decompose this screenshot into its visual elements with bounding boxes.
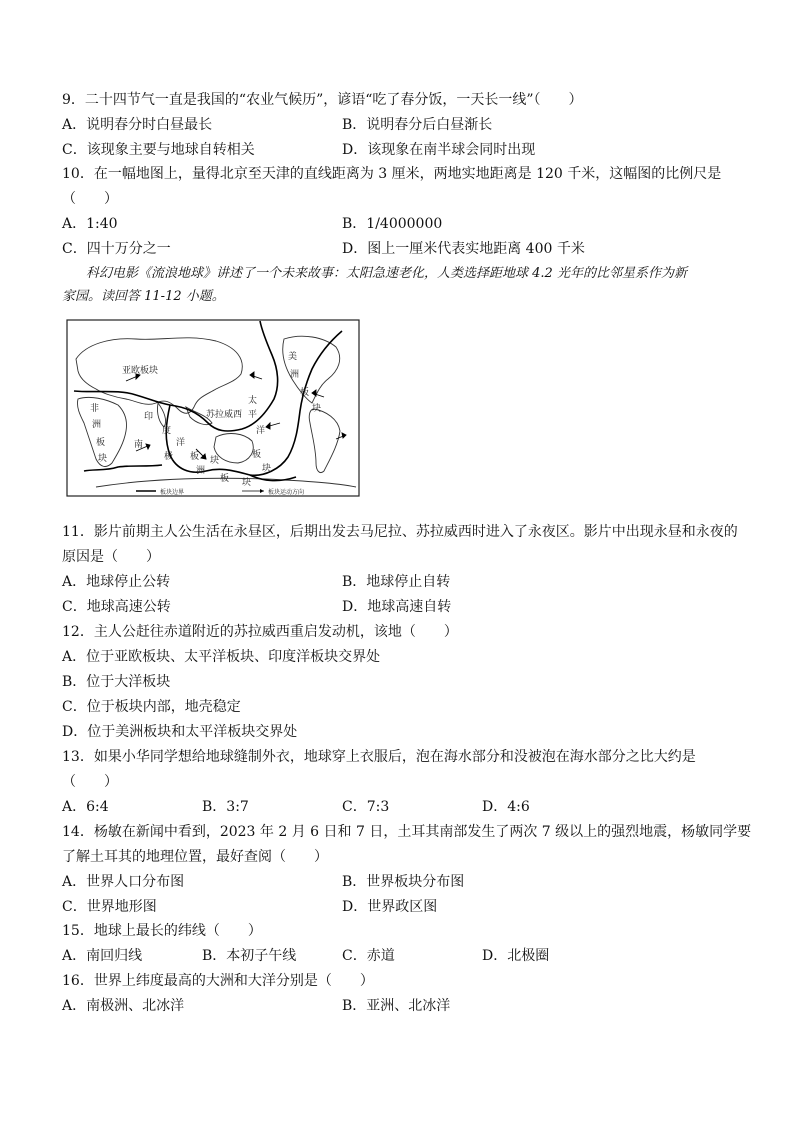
label-africa-3: 板 bbox=[96, 438, 106, 448]
label-pacific-3: 洋 bbox=[256, 426, 266, 436]
question-11-stem: 11．影片前期主人公生活在永昼区，后期出发去马尼拉、苏拉威西时进入了永夜区。影片中出现永昼和永夜的 bbox=[62, 524, 738, 540]
q9-option-d[interactable]: D．该现象在南半球会同时出现 bbox=[342, 142, 536, 158]
legend-direction-label: 板块运动方向 bbox=[268, 489, 305, 496]
q15-option-c[interactable]: C．赤道 bbox=[342, 948, 395, 964]
label-pacific-1: 太 bbox=[248, 396, 258, 406]
q16-option-b[interactable]: B．亚洲、北冰洋 bbox=[342, 998, 451, 1014]
q10-option-b[interactable]: B．1/4000000 bbox=[342, 216, 443, 232]
question-15-stem: 15．地球上最长的纬线（ ） bbox=[62, 923, 262, 939]
label-indian-5: 块 bbox=[210, 456, 220, 466]
q11-option-d[interactable]: D．地球高速自转 bbox=[342, 599, 452, 615]
label-antarctic-2: 极 bbox=[164, 452, 174, 462]
question-10-stem-cont: （ ） bbox=[62, 191, 118, 207]
label-indian-3: 洋 bbox=[176, 438, 186, 448]
q12-option-c[interactable]: C．位于板块内部，地壳稳定 bbox=[62, 699, 241, 715]
label-eurasia: 亚欧板块 bbox=[122, 366, 159, 376]
label-indian-4: 板 bbox=[190, 452, 200, 462]
label-africa-1: 非 bbox=[90, 404, 100, 414]
q11-option-b[interactable]: B．地球停止自转 bbox=[342, 574, 451, 590]
label-pacific-2: 平 bbox=[248, 410, 258, 420]
q12-option-d[interactable]: D．位于美洲板块和太平洋板块交界处 bbox=[62, 724, 298, 740]
label-america-3: 板 bbox=[300, 388, 310, 398]
label-antarctic-1: 南 bbox=[134, 440, 144, 450]
q15-option-a[interactable]: A．南回归线 bbox=[62, 948, 143, 964]
question-10-stem: 10．在一幅地图上，量得北京至天津的直线距离为 3 厘米，两地实地距离是 120 千米，这幅图的比例尺是 bbox=[62, 166, 722, 182]
q12-option-b[interactable]: B．位于大洋板块 bbox=[62, 674, 171, 690]
q14-option-d[interactable]: D．世界政区图 bbox=[342, 899, 438, 915]
question-13-stem: 13．如果小华同学想给地球缝制外衣，地球穿上衣服后，泡在海水部分和没被泡在海水部分之比大约是 bbox=[62, 749, 696, 765]
label-africa-4: 块 bbox=[98, 454, 108, 464]
question-11-stem-cont: 原因是（ ） bbox=[62, 549, 160, 565]
intro-text-cont: 家园。读回答 11-12 小题。 bbox=[62, 289, 225, 304]
q10-option-d[interactable]: D．图上一厘米代表实地距离 400 千米 bbox=[342, 241, 585, 257]
question-16-stem: 16．世界上纬度最高的大洲和大洋分别是（ ） bbox=[62, 973, 374, 989]
question-14-stem-cont: 了解土耳其的地理位置，最好查阅（ ） bbox=[62, 849, 328, 865]
label-america-2: 洲 bbox=[290, 370, 300, 380]
label-antarctic-3: 洲 bbox=[196, 466, 206, 476]
label-pacific-5: 块 bbox=[262, 464, 272, 474]
q14-option-a[interactable]: A．世界人口分布图 bbox=[62, 874, 185, 890]
q15-option-b[interactable]: B．本初子午线 bbox=[202, 948, 297, 964]
question-14-stem: 14．杨敏在新闻中看到，2023 年 2 月 6 日和 7 日，土耳其南部发生了两次 7 级以上的强烈地震，杨敏同学要 bbox=[62, 824, 752, 840]
question-12-stem: 12．主人公赶往赤道附近的苏拉威西重启发动机，该地（ ） bbox=[62, 624, 458, 640]
q12-option-a[interactable]: A．位于亚欧板块、太平洋板块、印度洋板块交界处 bbox=[62, 649, 381, 665]
q9-option-b[interactable]: B．说明春分后白昼渐长 bbox=[342, 117, 493, 133]
q16-option-a[interactable]: A．南极洲、北冰洋 bbox=[62, 998, 185, 1014]
label-america-1: 美 bbox=[288, 352, 298, 362]
question-13-stem-cont: （ ） bbox=[62, 774, 118, 790]
plate-map bbox=[66, 319, 360, 497]
label-antarctic-4: 板 bbox=[220, 474, 230, 484]
q10-option-c[interactable]: C．四十万分之一 bbox=[62, 241, 171, 257]
legend-boundary-label: 板块边界 bbox=[160, 489, 185, 496]
intro-text: 科幻电影《流浪地球》讲述了一个未来故事：太阳急速老化，人类选择距地球 4.2 光年的比邻星系作为新 bbox=[86, 266, 687, 281]
question-9-stem: 9．二十四节气一直是我国的“农业气候历”，谚语“吃了春分饭，一天长一线”（ ） bbox=[62, 92, 583, 108]
q13-option-a[interactable]: A．6:4 bbox=[62, 799, 109, 815]
q14-option-c[interactable]: C．世界地形图 bbox=[62, 899, 157, 915]
q11-option-a[interactable]: A．地球停止公转 bbox=[62, 574, 171, 590]
label-america-4: 块 bbox=[312, 404, 322, 414]
q15-option-d[interactable]: D．北极圈 bbox=[482, 948, 550, 964]
label-pacific-4: 板 bbox=[252, 450, 262, 460]
label-indian-1: 印 bbox=[144, 412, 154, 422]
q13-option-c[interactable]: C．7:3 bbox=[342, 799, 390, 815]
label-africa-2: 洲 bbox=[92, 420, 102, 430]
q9-option-a[interactable]: A．说明春分时白昼最长 bbox=[62, 117, 213, 133]
label-antarctic-5: 块 bbox=[242, 478, 252, 488]
q13-option-d[interactable]: D．4:6 bbox=[482, 799, 530, 815]
q11-option-c[interactable]: C．地球高速公转 bbox=[62, 599, 171, 615]
q13-option-b[interactable]: B．3:7 bbox=[202, 799, 249, 815]
q9-option-c[interactable]: C．该现象主要与地球自转相关 bbox=[62, 142, 255, 158]
q10-option-a[interactable]: A．1:40 bbox=[62, 216, 118, 232]
q14-option-b[interactable]: B．世界板块分布图 bbox=[342, 874, 465, 890]
label-sulawesi: 苏拉威西 bbox=[206, 410, 243, 420]
label-indian-2: 度 bbox=[162, 426, 172, 436]
